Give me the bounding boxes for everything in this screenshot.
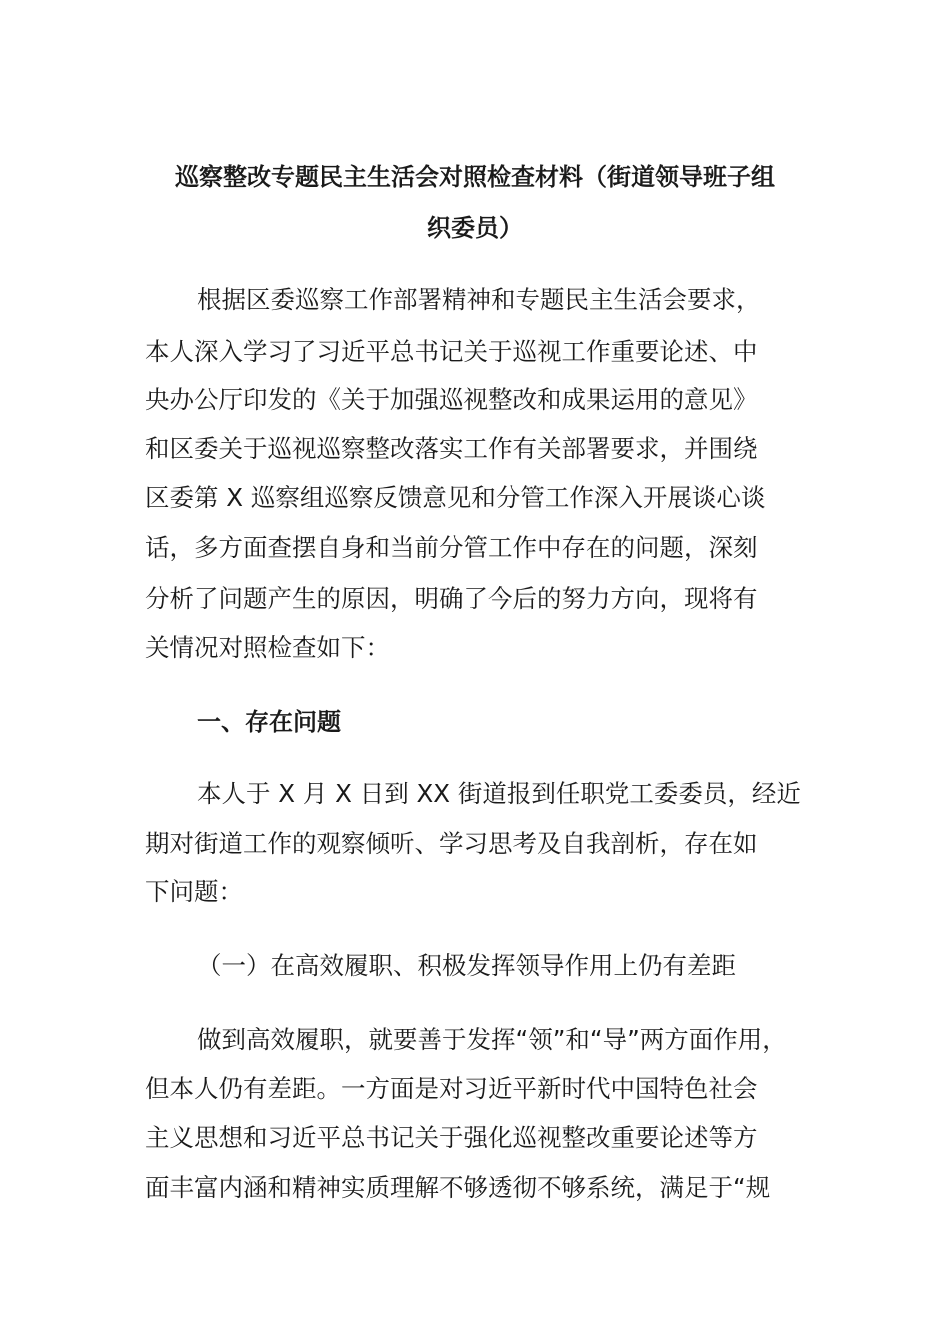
subsection-heading: （一）在高效履职、积极发挥领导作用上仍有差距 — [197, 951, 736, 980]
intro-line: 区委第 X 巡察组巡察反馈意见和分管工作深入开展谈心谈 — [145, 483, 766, 512]
intro-line: 关情况对照检查如下： — [145, 633, 390, 662]
section-line: 本人于 X 月 X 日到 XX 街道报到任职党工委委员，经近 — [197, 779, 801, 808]
section-heading: 一、存在问题 — [197, 708, 341, 736]
intro-line: 话，多方面查摆自身和当前分管工作中存在的问题，深刻 — [145, 533, 758, 562]
section-line: 下问题： — [145, 877, 243, 906]
title-line-1: 巡察整改专题民主生活会对照检查材料（街道领导班子组 — [175, 163, 775, 191]
intro-line: 本人深入学习了习近平总书记关于巡视工作重要论述、中 — [145, 337, 758, 366]
intro-line: 分析了问题产生的原因，明确了今后的努力方向，现将有 — [145, 584, 758, 613]
subsection-line: 但本人仍有差距。一方面是对习近平新时代中国特色社会 — [145, 1074, 758, 1103]
document-title — [130, 152, 820, 254]
subsection-line: 主义思想和习近平总书记关于强化巡视整改重要论述等方 — [145, 1123, 758, 1152]
intro-line: 根据区委巡察工作部署精神和专题民主生活会要求， — [197, 285, 761, 314]
intro-line: 和区委关于巡视巡察整改落实工作有关部署要求，并围绕 — [145, 434, 758, 463]
subsection-line: 面丰富内涵和精神实质理解不够透彻不够系统，满足于“规 — [145, 1173, 771, 1202]
subsection-line: 做到高效履职，就要善于发挥“领”和“导”两方面作用， — [197, 1025, 787, 1054]
section-line: 期对街道工作的观察倾听、学习思考及自我剖析，存在如 — [145, 829, 758, 858]
title-line-2: 织委员） — [427, 214, 523, 242]
intro-line: 央办公厅印发的《关于加强巡视整改和成果运用的意见》 — [145, 385, 758, 414]
